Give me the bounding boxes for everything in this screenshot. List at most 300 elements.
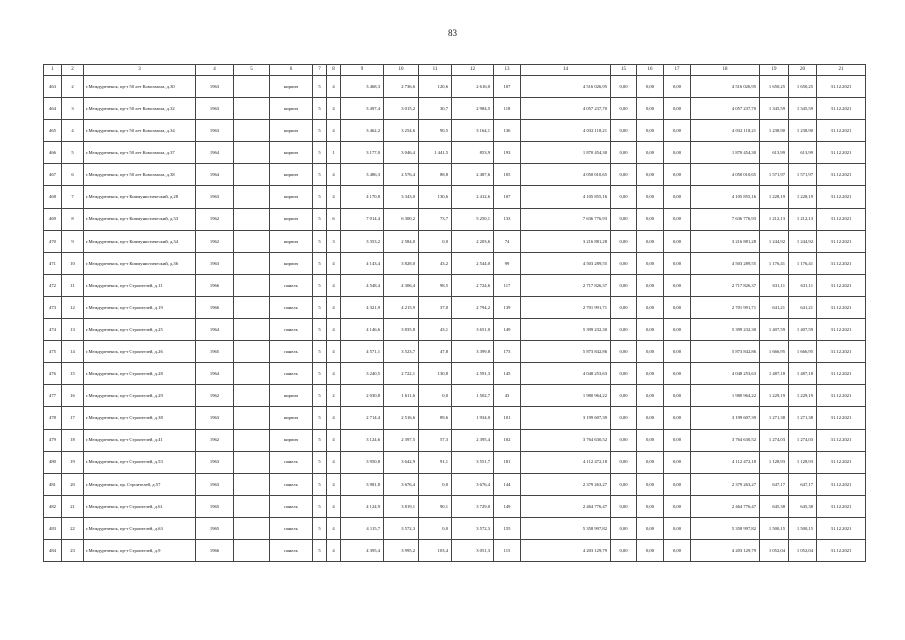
table-cell: 5 <box>313 407 327 429</box>
table-cell: 1963 <box>196 451 234 473</box>
table-cell: 1 934,0 <box>452 407 494 429</box>
table-cell: 4 <box>327 319 341 341</box>
table-cell: 466 <box>44 142 62 164</box>
table-cell: 473 <box>44 296 62 318</box>
table-cell: 4 057 237,70 <box>521 98 611 120</box>
table-cell: 1 441,5 <box>419 142 452 164</box>
table-cell: 1 407,59 <box>789 319 817 341</box>
table-cell: 0,00 <box>664 363 691 385</box>
table-cell: 6 <box>62 164 84 186</box>
table-cell: 1 870 454,30 <box>521 142 611 164</box>
table-cell: 0,00 <box>637 473 664 495</box>
table-cell: 0,00 <box>664 120 691 142</box>
address-cell: г.Междуреченск, пр-т Строителей, д.26 <box>84 341 196 363</box>
table-cell: 7 014,4 <box>341 208 384 230</box>
table-cell: 0,00 <box>664 186 691 208</box>
column-header: 4 <box>196 65 234 76</box>
table-cell: 1 666,95 <box>760 341 789 363</box>
table-cell: 31.12.2021 <box>817 319 866 341</box>
table-cell: 1964 <box>196 142 234 164</box>
column-header: 9 <box>341 65 384 76</box>
table-cell: 4 <box>327 451 341 473</box>
table-cell: 853,9 <box>452 142 494 164</box>
table-cell: 5 <box>313 230 327 252</box>
table-cell: 1 228,19 <box>789 186 817 208</box>
table-cell: 2 576,4 <box>384 164 419 186</box>
table-row <box>44 473 866 495</box>
table-cell: 4 <box>327 341 341 363</box>
table-cell: 0,00 <box>611 98 637 120</box>
table-cell <box>234 451 270 473</box>
table-cell: 1963 <box>196 120 234 142</box>
table-cell: 1 487,18 <box>760 363 789 385</box>
table-cell: 5 399 232,30 <box>691 319 760 341</box>
address-cell: г.Междуреченск, пр-т Строителей, д.9 <box>84 539 196 561</box>
table-cell <box>234 363 270 385</box>
table-cell: 4 143,4 <box>341 252 384 274</box>
column-header: 19 <box>760 65 789 76</box>
table-cell: 5 <box>313 76 327 98</box>
housing-table <box>43 64 866 562</box>
table-cell: 5 873 842,86 <box>521 341 611 363</box>
table-cell: 57,3 <box>419 429 452 451</box>
table-cell: 2 464 776,47 <box>691 495 760 517</box>
table-cell: 3 497,4 <box>341 98 384 120</box>
table-cell: 4 105 855,16 <box>691 186 760 208</box>
table-cell: 4 048 253,63 <box>691 363 760 385</box>
table-cell: 0,00 <box>637 76 664 98</box>
table-cell: 99 <box>494 252 521 274</box>
table-cell: 2 412,6 <box>452 186 494 208</box>
table-cell: 130,6 <box>419 186 452 208</box>
table-cell: 4 <box>327 164 341 186</box>
table-cell: 90,5 <box>419 120 452 142</box>
table-cell: 4 395,4 <box>341 539 384 561</box>
table-cell: 5 <box>313 142 327 164</box>
table-cell: 3 216 881,28 <box>691 230 760 252</box>
table-cell: панель <box>270 363 313 385</box>
table-cell: 3 124,6 <box>341 429 384 451</box>
table-cell: панель <box>270 296 313 318</box>
table-cell: 5 250,1 <box>452 208 494 230</box>
table-cell: 1 128,93 <box>789 451 817 473</box>
table-cell: кирпич <box>270 252 313 274</box>
address-cell: г.Междуреченск, пр-т Строителей, д.63 <box>84 517 196 539</box>
table-cell: 2 379 263,27 <box>691 473 760 495</box>
table-cell: 5 <box>313 363 327 385</box>
column-header: 1 <box>44 65 62 76</box>
table-cell: 31.12.2021 <box>817 120 866 142</box>
table-cell: 1 052,04 <box>789 539 817 561</box>
table-cell: 1 229,19 <box>789 385 817 407</box>
table-cell: кирпич <box>270 208 313 230</box>
table-cell: кирпич <box>270 120 313 142</box>
table-cell: 4 <box>327 363 341 385</box>
table-cell: 20 <box>62 473 84 495</box>
table-cell: 5 <box>313 319 327 341</box>
table-cell: 1 502,7 <box>452 385 494 407</box>
address-cell: г.Междуреченск, пр-т Строителей, д.11 <box>84 274 196 296</box>
address-cell: г.Междуреченск, пр-т Строителей, д.29 <box>84 385 196 407</box>
column-header: 12 <box>452 65 494 76</box>
table-cell <box>234 142 270 164</box>
table-cell: 4 203 129,79 <box>691 539 760 561</box>
table-cell: 4 548,4 <box>341 274 384 296</box>
table-cell: 3 046,4 <box>384 142 419 164</box>
column-header: 21 <box>817 65 866 76</box>
column-header: 15 <box>611 65 637 76</box>
address-cell: г.Междуреченск, пр-т 50 лет Комсомола, д.38 <box>84 164 196 186</box>
table-cell: 31.12.2021 <box>817 252 866 274</box>
table-cell: 120,6 <box>419 76 452 98</box>
column-header: 17 <box>664 65 691 76</box>
table-cell: 1 238,90 <box>789 120 817 142</box>
table-cell: 3 199 607,39 <box>691 407 760 429</box>
table-cell: 0,00 <box>664 208 691 230</box>
table-cell: 7 636 776,93 <box>521 208 611 230</box>
table-cell <box>234 120 270 142</box>
table-cell <box>234 252 270 274</box>
table-cell: кирпич <box>270 98 313 120</box>
table-cell: 91,1 <box>419 451 452 473</box>
address-cell: г.Междуреченск, пр-т Строителей, д.28 <box>84 363 196 385</box>
address-cell: г.Междуреченск, пр-т Коммунистический, д.34 <box>84 230 196 252</box>
table-cell: 2 984,5 <box>452 98 494 120</box>
table-cell: 0,00 <box>611 385 637 407</box>
table-cell <box>234 429 270 451</box>
column-header: 13 <box>494 65 521 76</box>
table-cell: 613,99 <box>760 142 789 164</box>
table-cell: 4 306,4 <box>384 274 419 296</box>
table-cell: 472 <box>44 274 62 296</box>
table-cell: 0,00 <box>637 429 664 451</box>
table-cell: 3 729,0 <box>452 495 494 517</box>
table-cell: панель <box>270 495 313 517</box>
table-cell: 4 112 472,18 <box>691 451 760 473</box>
table-cell: 21 <box>62 495 84 517</box>
table-cell: 31.12.2021 <box>817 385 866 407</box>
table-cell: 2 722,1 <box>384 363 419 385</box>
table-cell: 1 870 454,30 <box>691 142 760 164</box>
table-cell: 478 <box>44 407 62 429</box>
table-cell: 5 <box>313 296 327 318</box>
table-cell: 0,00 <box>637 208 664 230</box>
table-cell: 14 <box>62 341 84 363</box>
table-cell: 118 <box>494 98 521 120</box>
table-cell: 193 <box>494 142 521 164</box>
address-cell: г.Междуреченск, пр-т Коммунистический, д.33 <box>84 208 196 230</box>
address-cell: г.Междуреченск, пр-т Строителей, д.41 <box>84 429 196 451</box>
table-cell: 0,00 <box>611 208 637 230</box>
table-cell: 173 <box>494 341 521 363</box>
table-cell: 0,00 <box>664 252 691 274</box>
table-row <box>44 164 866 186</box>
table-cell: 139 <box>494 296 521 318</box>
table-cell: 647,17 <box>760 473 789 495</box>
address-cell: г.Междуреченск, пр. Строителей, д.57 <box>84 473 196 495</box>
table-cell: 645,38 <box>789 495 817 517</box>
table-cell: 3 981,8 <box>341 473 384 495</box>
table-cell: кирпич <box>270 230 313 252</box>
table-cell: 5 <box>313 186 327 208</box>
column-header: 2 <box>62 65 84 76</box>
table-cell: 31.12.2021 <box>817 341 866 363</box>
table-cell: 0,00 <box>664 341 691 363</box>
table-cell: 0,00 <box>664 495 691 517</box>
table-cell: 0,00 <box>611 230 637 252</box>
table-row <box>44 407 866 429</box>
table-cell: 5 <box>313 429 327 451</box>
table-cell: 0,0 <box>419 230 452 252</box>
table-row <box>44 208 866 230</box>
table-cell: 0,00 <box>637 252 664 274</box>
table-cell: 481 <box>44 473 62 495</box>
table-cell: 1 244,92 <box>760 230 789 252</box>
table-cell: 0,00 <box>664 98 691 120</box>
table-cell: 31.12.2021 <box>817 208 866 230</box>
table-cell: 1 274,03 <box>789 429 817 451</box>
table-row <box>44 230 866 252</box>
table-cell: 2 <box>327 385 341 407</box>
table-cell: 476 <box>44 363 62 385</box>
table-cell: 613,99 <box>789 142 817 164</box>
table-cell: кирпич <box>270 164 313 186</box>
table-cell: 0,00 <box>611 495 637 517</box>
table-cell: 0,00 <box>611 274 637 296</box>
table-cell: 1 666,95 <box>789 341 817 363</box>
table-cell: 103,4 <box>419 539 452 561</box>
page-number: 83 <box>448 28 457 38</box>
table-cell: 1 650,25 <box>789 76 817 98</box>
table-cell: 4 050 010,65 <box>691 164 760 186</box>
table-cell: 0,00 <box>664 164 691 186</box>
table-cell: 5 <box>62 142 84 164</box>
table-cell: 1962 <box>196 429 234 451</box>
table-cell: 117 <box>494 274 521 296</box>
table-cell: 3 572,3 <box>452 517 494 539</box>
table-cell: 1 345,59 <box>789 98 817 120</box>
table-cell: 1 611,6 <box>384 385 419 407</box>
table-row <box>44 363 866 385</box>
table-cell: 4 <box>327 186 341 208</box>
column-header: 7 <box>313 65 327 76</box>
table-cell: 464 <box>44 98 62 120</box>
table-cell: 0,00 <box>611 539 637 561</box>
table-cell: 4 503 289,55 <box>691 252 760 274</box>
table-cell: 0,00 <box>637 407 664 429</box>
table-cell: 2 701 991,71 <box>521 296 611 318</box>
table-cell: 107 <box>494 186 521 208</box>
table-row <box>44 296 866 318</box>
table-cell: 1 407,59 <box>760 319 789 341</box>
table-cell: 47,8 <box>419 341 452 363</box>
table-cell: 19 <box>62 451 84 473</box>
table-cell: 3 551,7 <box>452 451 494 473</box>
table-cell: 477 <box>44 385 62 407</box>
table-cell: 3 462,2 <box>341 120 384 142</box>
table-cell: 74 <box>494 230 521 252</box>
table-row <box>44 120 866 142</box>
table-cell: 0,00 <box>637 186 664 208</box>
table-cell: 43 <box>494 385 521 407</box>
table-cell: 0,00 <box>664 76 691 98</box>
table-cell: 89,6 <box>419 407 452 429</box>
table-cell: 0,00 <box>611 451 637 473</box>
table-cell: 88,8 <box>419 164 452 186</box>
table-cell: 0,00 <box>637 451 664 473</box>
table-cell: панель <box>270 473 313 495</box>
table-cell: 3 764 630,52 <box>691 429 760 451</box>
table-cell: панель <box>270 319 313 341</box>
table-cell: 31.12.2021 <box>817 473 866 495</box>
table-cell: 4 146,6 <box>341 319 384 341</box>
table-cell: 0,00 <box>611 407 637 429</box>
table-cell: 4 124,9 <box>341 495 384 517</box>
table-cell: 0,00 <box>611 164 637 186</box>
table-cell: панель <box>270 341 313 363</box>
table-row <box>44 274 866 296</box>
table-cell: 4 <box>327 539 341 561</box>
table-cell: 43,1 <box>419 319 452 341</box>
table-cell: 1962 <box>196 208 234 230</box>
table-cell: 0,00 <box>664 473 691 495</box>
table-cell: 463 <box>44 76 62 98</box>
table-cell: 0,00 <box>637 363 664 385</box>
table-row <box>44 341 866 363</box>
table-cell: 3 199 607,39 <box>521 407 611 429</box>
table-cell: 2 701 991,71 <box>691 296 760 318</box>
table-cell: 0,00 <box>637 385 664 407</box>
table-cell: 1965 <box>196 517 234 539</box>
table-cell: 1 980 964,22 <box>521 385 611 407</box>
address-cell: г.Междуреченск, пр-т Строителей, д.19 <box>84 296 196 318</box>
table-cell: 30,7 <box>419 98 452 120</box>
table-cell: 4 105 855,16 <box>521 186 611 208</box>
table-cell: 467 <box>44 164 62 186</box>
table-cell: 31.12.2021 <box>817 539 866 561</box>
table-cell <box>234 495 270 517</box>
table-cell: 4 057 237,70 <box>691 98 760 120</box>
table-cell: 16 <box>62 385 84 407</box>
table-cell: 647,17 <box>789 473 817 495</box>
table-cell: 1 500,15 <box>760 517 789 539</box>
table-cell <box>234 319 270 341</box>
table-cell: 471 <box>44 252 62 274</box>
table-cell <box>234 274 270 296</box>
table-cell: 0,00 <box>664 230 691 252</box>
table-cell: 1 229,19 <box>760 385 789 407</box>
table-cell: 90,1 <box>419 495 452 517</box>
table-cell: 31.12.2021 <box>817 451 866 473</box>
table-cell: 0,00 <box>637 164 664 186</box>
table-cell: 0,00 <box>637 274 664 296</box>
address-cell: г.Междуреченск, пр-т Коммунистический, д.28 <box>84 186 196 208</box>
table-cell: 3 523,7 <box>384 341 419 363</box>
table-cell: 480 <box>44 451 62 473</box>
table-cell: 31.12.2021 <box>817 186 866 208</box>
table-cell: 1 176,41 <box>789 252 817 274</box>
table-cell: 5 <box>313 385 327 407</box>
table-cell: 5 <box>313 341 327 363</box>
table-cell: 31.12.2021 <box>817 76 866 98</box>
table-cell: 1 <box>327 142 341 164</box>
table-cell: панель <box>270 517 313 539</box>
table-cell: 1962 <box>196 230 234 252</box>
table-cell: 2 487,6 <box>452 164 494 186</box>
table-cell: 0,00 <box>637 120 664 142</box>
table-cell: 3 164,1 <box>452 120 494 142</box>
table-row <box>44 429 866 451</box>
table-cell: 470 <box>44 230 62 252</box>
table-cell: 1 345,59 <box>760 98 789 120</box>
table-cell <box>234 98 270 120</box>
table-cell: 1 052,04 <box>760 539 789 561</box>
table-cell: 8 <box>62 208 84 230</box>
table-cell <box>234 341 270 363</box>
table-cell: 10 <box>62 252 84 274</box>
table-cell: 17 <box>62 407 84 429</box>
table-cell: 31.12.2021 <box>817 230 866 252</box>
table-cell: 0,0 <box>419 473 452 495</box>
table-cell: 3 828,0 <box>384 252 419 274</box>
table-cell: 0,00 <box>637 142 664 164</box>
table-cell: 474 <box>44 319 62 341</box>
table-cell: 31.12.2021 <box>817 517 866 539</box>
table-cell: 4 112 472,18 <box>521 451 611 473</box>
table-cell: 3 995,2 <box>384 539 419 561</box>
table-cell: 0,00 <box>611 252 637 274</box>
table-cell: 0,00 <box>637 341 664 363</box>
table-cell: 1 500,15 <box>789 517 817 539</box>
table-cell: 4 050 010,65 <box>521 164 611 186</box>
table-cell: 23 <box>62 539 84 561</box>
table-cell: 4 215,9 <box>384 296 419 318</box>
table-cell: 0,00 <box>611 363 637 385</box>
table-cell: 3 254,6 <box>384 120 419 142</box>
table-cell: 1963 <box>196 98 234 120</box>
table-cell: 3 642,9 <box>384 451 419 473</box>
table-cell: 3 240,5 <box>341 363 384 385</box>
table-cell: 1 212,13 <box>789 208 817 230</box>
table-cell: 5 <box>313 473 327 495</box>
table-header-row <box>44 65 866 76</box>
table-cell: 4 032 118,21 <box>691 120 760 142</box>
table-cell: 5 <box>313 495 327 517</box>
table-cell: 3 343,0 <box>384 186 419 208</box>
table-cell: 4 <box>327 407 341 429</box>
table-cell: 0,00 <box>664 451 691 473</box>
table-cell: 3 819,1 <box>384 495 419 517</box>
table-cell: 2 717 826,37 <box>691 274 760 296</box>
table-cell: 1 274,03 <box>760 429 789 451</box>
table-cell: 9 <box>62 230 84 252</box>
table-cell: 7 636 776,93 <box>691 208 760 230</box>
table-cell: 641,21 <box>789 296 817 318</box>
column-header: 16 <box>637 65 664 76</box>
address-cell: г.Междуреченск, пр-т Строителей, д.53 <box>84 451 196 473</box>
table-cell: 0,00 <box>611 76 637 98</box>
table-cell: 0,00 <box>637 296 664 318</box>
table-cell: 1966 <box>196 274 234 296</box>
table-cell: 484 <box>44 539 62 561</box>
table-cell: 31.12.2021 <box>817 296 866 318</box>
table-cell: 2 724,6 <box>452 274 494 296</box>
table-cell: 31.12.2021 <box>817 274 866 296</box>
table-cell: 631,11 <box>760 274 789 296</box>
table-row <box>44 186 866 208</box>
table-cell: 3 835,8 <box>384 319 419 341</box>
table-cell: 0,00 <box>664 407 691 429</box>
